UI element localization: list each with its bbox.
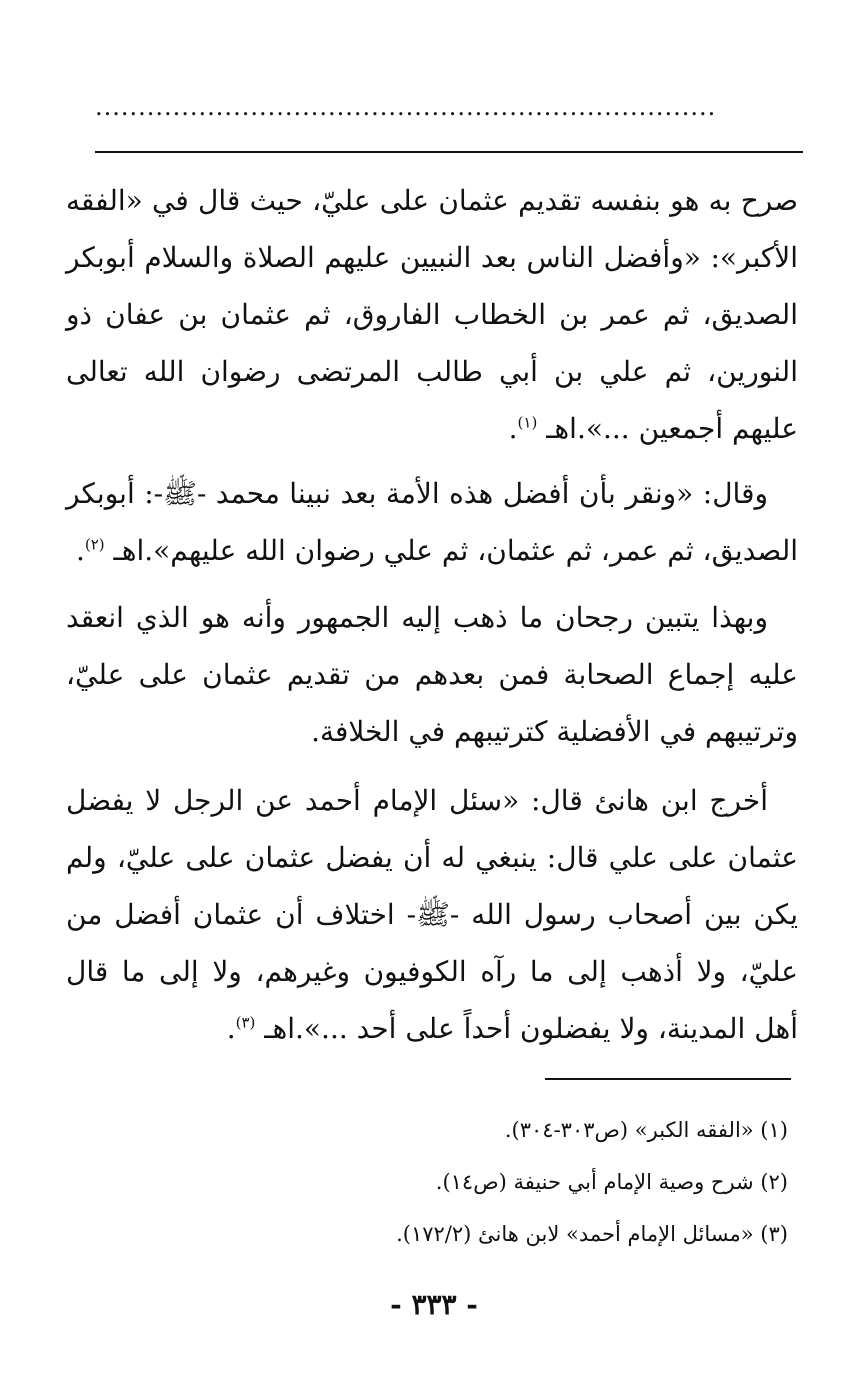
header-rule: [95, 151, 803, 153]
footnote-ref-1[interactable]: (١): [517, 413, 538, 432]
footnote-ref-3[interactable]: (٣): [235, 1013, 256, 1032]
page-number: - ٣٣٣ -: [390, 1288, 478, 1321]
paragraph-2-end: .: [75, 534, 85, 567]
footnote-2: (٢) شرح وصية الإمام أبي حنيفة (ص١٤).: [435, 1170, 788, 1194]
main-text: [66, 172, 798, 1057]
paragraph-2-text: وقال: «ونقر بأن أفضل هذه الأمة بعد نبينا محمد -ﷺ-: أبوبكر الصديق، ثم عمر، ثم عثمان، ثم علي رضوان الله عليهم».اهـ: [66, 477, 798, 567]
header-dotted-line: ........................................................................: [95, 93, 717, 121]
paragraph-1-end: .: [508, 412, 518, 445]
paragraph-3: [66, 589, 798, 760]
paragraph-1: [66, 172, 798, 457]
paragraph-4: [66, 772, 798, 1057]
footnote-3: (٣) «مسائل الإمام أحمد» لابن هانئ (١٧٢/٢).: [396, 1222, 788, 1246]
footnote-1: (١) «الفقه الكبر» (ص٣٠٣-٣٠٤).: [504, 1118, 788, 1142]
footnote-ref-2[interactable]: (٢): [84, 535, 105, 554]
paragraph-4-text: أخرج ابن هانئ قال: «سئل الإمام أحمد عن الرجل لا يفضل عثمان على علي قال: ينبغي له أن يفضل عثمان على عليّ، ولم يكن بين أصحاب رسول الله -ﷺ- اختلاف أن عثمان أفضل من عليّ، ولا أذهب إلى ما رآه الكوفيون وغيرهم، ولا إلى ما قال أهل المدينة، ولا يفضلون أحداً على أحد ...».اهـ: [66, 784, 798, 1045]
paragraph-4-end: .: [226, 1012, 236, 1045]
footnotes: [66, 1104, 788, 1260]
footnote-separator: [545, 1078, 791, 1080]
paragraph-3-text: وبهذا يتبين رجحان ما ذهب إليه الجمهور وأنه هو الذي انعقد عليه إجماع الصحابة فمن بعدهم من تقديم عثمان على عليّ، وترتيبهم في الأفضلية كترتيبهم في الخلافة.: [66, 601, 798, 748]
paragraph-1-text: صرح به هو بنفسه تقديم عثمان على عليّ، حيث قال في «الفقه الأكبر»: «وأفضل الناس بعد النبيين عليهم الصلاة والسلام أبوبكر الصديق، ثم عمر بن الخطاب الفاروق، ثم عثمان بن عفان ذو النورين، ثم علي بن أبي طالب المرتضى رضوان الله تعالى عليهم أجمعين ...».اهـ: [66, 184, 798, 445]
paragraph-2: [66, 465, 798, 579]
